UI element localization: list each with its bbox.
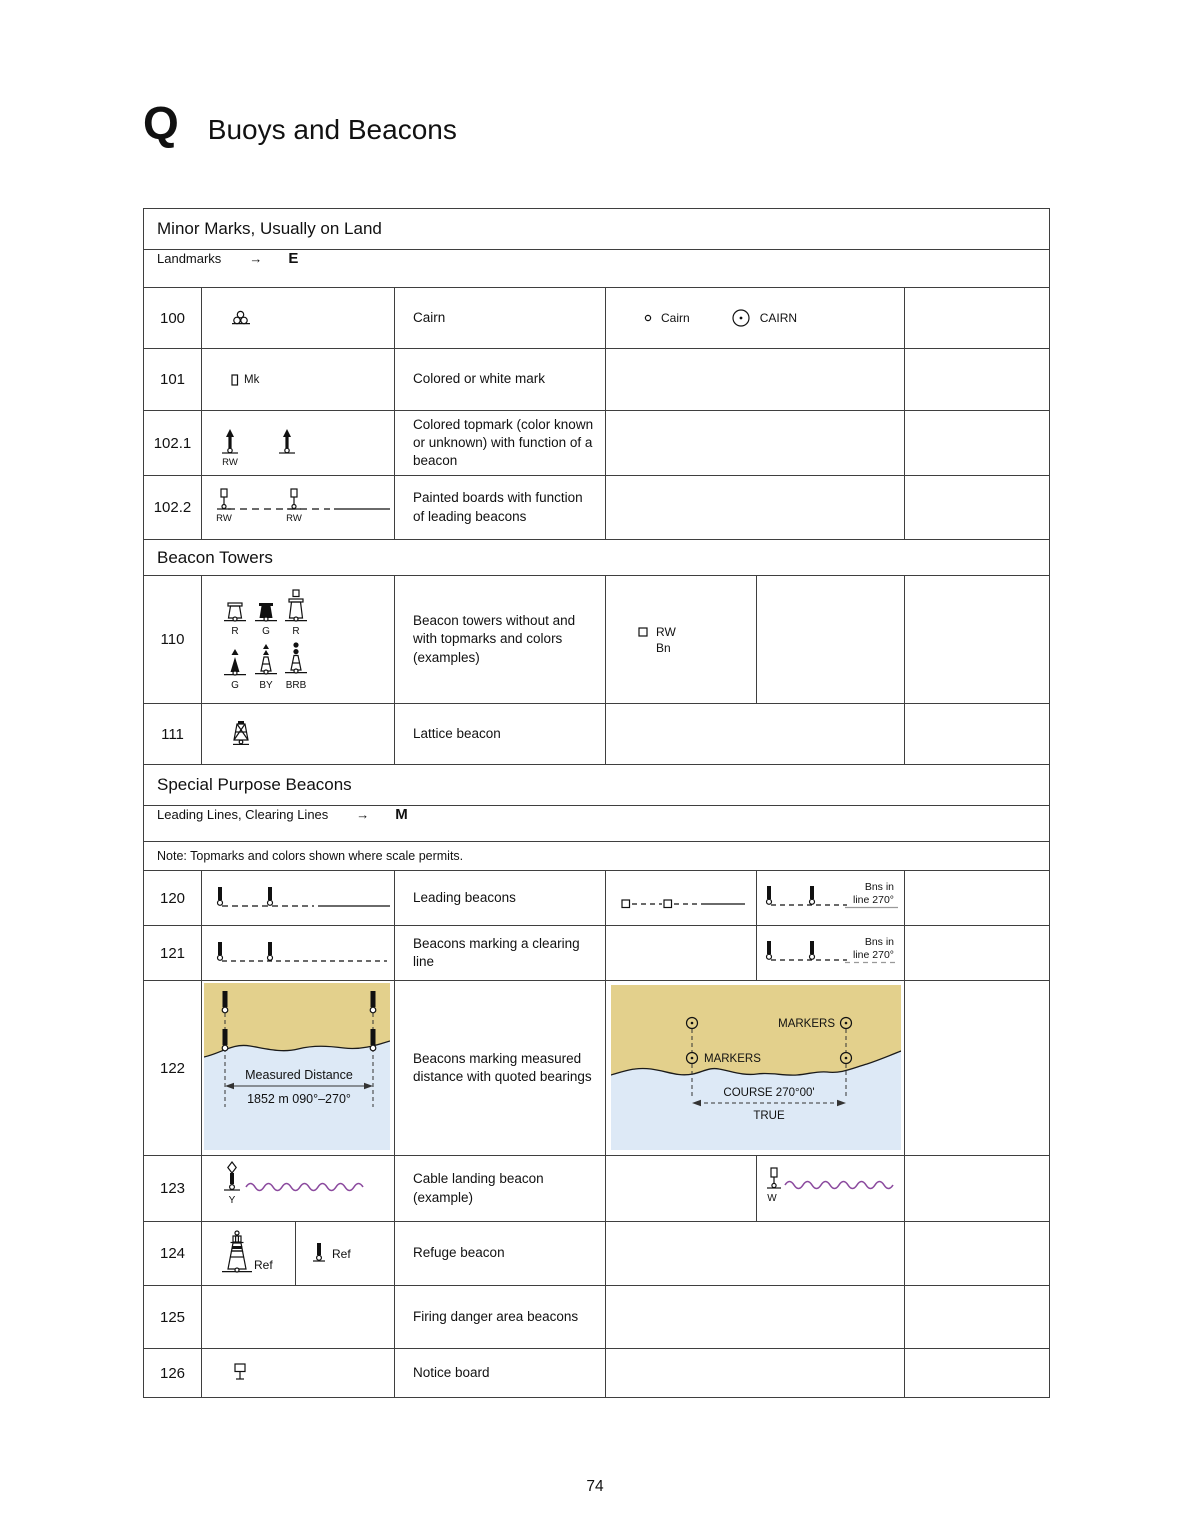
empty-cell [904, 288, 1049, 348]
empty-cell [605, 1286, 904, 1348]
cone-triangle-topmark [218, 648, 252, 691]
notice-board-cell [201, 1349, 394, 1397]
row-123 [144, 1155, 1049, 1221]
cone-two-balls [279, 642, 313, 691]
leading-beacons-icon [202, 871, 394, 925]
chart-label-cairn-caps: CAIRN [759, 311, 798, 325]
bns-label-2: line 270° [853, 949, 894, 961]
empty-cell [605, 1349, 904, 1397]
row-110 [144, 575, 1049, 703]
row-125 [144, 1285, 1049, 1348]
section-title: Special Purpose Beacons [157, 775, 352, 794]
empty-cell [605, 926, 756, 980]
tower-color-label: BY [259, 680, 273, 691]
empty-cell [904, 476, 1049, 539]
arrow-icon: → [356, 807, 370, 822]
cable-landing-beacon-icon [202, 1156, 394, 1221]
clearing-line-beacons-cell [201, 926, 394, 980]
course-markers-diagram-cell [605, 981, 904, 1155]
leading-board-beacons-cell [201, 476, 394, 539]
square-icon [638, 627, 648, 637]
notice-board-icon [230, 1362, 250, 1384]
color-label: RW [222, 457, 238, 468]
empty-cell [904, 1222, 1049, 1285]
bns-in-line-icon [757, 871, 904, 925]
refuge-tower-subcell [202, 1222, 295, 1285]
section-title: Minor Marks, Usually on Land [157, 219, 382, 238]
chart-label-bn: Bn [656, 641, 671, 656]
beacon-tower-icon [283, 589, 309, 624]
tower-square-topmark [279, 589, 313, 637]
empty-cell [904, 1286, 1049, 1348]
crossref-line [144, 250, 1049, 287]
empty-cell [756, 576, 904, 703]
refuge-beacon-subcell [295, 1222, 394, 1285]
arrow-icon: → [249, 251, 263, 266]
row-description: Lattice beacon [394, 704, 605, 764]
row-122 [144, 980, 1049, 1155]
chart-representation-cell [605, 288, 904, 348]
cable-wavy-line [246, 1184, 363, 1191]
crossref-leading-lines [144, 805, 1049, 841]
ref-label: Ref [254, 1258, 273, 1272]
empty-symbol-cell [201, 1286, 394, 1348]
row-102-2 [144, 475, 1049, 539]
page-number: 74 [586, 1478, 604, 1495]
cone-two-triangles [249, 644, 283, 691]
section-special-purpose [144, 764, 1049, 805]
tower-open [218, 598, 252, 637]
symbol-table [143, 208, 1050, 1398]
color-label-y: Y [228, 1195, 236, 1206]
tower-color-label: R [292, 626, 300, 637]
bns-label-1: Bns in [864, 936, 894, 948]
lattice-beacon-icon [230, 721, 252, 748]
crossref-label: Leading Lines, Clearing Lines [157, 807, 329, 822]
beacon-topmark-icons [202, 411, 394, 475]
tower-color-label: R [231, 626, 239, 637]
color-label: RW [216, 513, 232, 524]
leading-beacons-cell [201, 871, 394, 925]
empty-cell [904, 349, 1049, 410]
markers-label-top: MARKERS [778, 1018, 835, 1030]
row-number: 123 [159, 1180, 186, 1197]
row-description: Colored or white mark [394, 349, 605, 410]
beacon-tower-icon [222, 598, 248, 624]
row-number: 124 [159, 1245, 186, 1262]
row-description: Refuge beacon [394, 1222, 605, 1285]
row-100 [144, 287, 1049, 348]
lattice-beacon-cell [201, 704, 394, 764]
row-number: 102.2 [153, 499, 192, 516]
ref-label: Ref [332, 1246, 351, 1261]
row-description: Cable landing beacon (example) [394, 1156, 605, 1221]
note-row [144, 841, 1049, 870]
row-description: Beacon towers without and with topmarks and colors (examples) [394, 576, 605, 703]
chart-label-cairn: Cairn [661, 311, 690, 325]
row-description: Colored topmark (color known or unknown) with function of a beacon [394, 411, 605, 475]
position-circle-icon [731, 308, 751, 328]
cable-landing-beacon-cell [201, 1156, 394, 1221]
beacon-tower-icon [283, 642, 309, 678]
row-description: Firing danger area beacons [394, 1286, 605, 1348]
row-description: Beacons marking a clearing line [394, 926, 605, 980]
cairn-symbol-cell [201, 288, 394, 348]
crossref-target: M [395, 806, 408, 823]
row-111 [144, 703, 1049, 764]
tower-solid [249, 598, 283, 637]
row-number: 125 [159, 1308, 186, 1326]
refuge-beacon-icon [312, 1243, 326, 1265]
measured-distance-label: Measured Distance [245, 1068, 353, 1082]
empty-cell [605, 349, 904, 410]
empty-cell [605, 1156, 756, 1221]
chart-label-rw: RW [656, 625, 676, 639]
course-markers-diagram [611, 985, 901, 1150]
mark-symbol-cell [201, 349, 394, 410]
color-label-w: W [767, 1193, 777, 1204]
empty-cell [904, 926, 1049, 980]
course-label: COURSE 270°00' [723, 1087, 815, 1099]
refuge-beacon-tower-icon [218, 1229, 256, 1277]
row-number: 122 [159, 1059, 186, 1077]
row-description: Beacons marking measured distance with quoted bearings [394, 981, 605, 1155]
row-101 [144, 348, 1049, 410]
empty-cell [904, 1349, 1049, 1397]
row-number: 110 [160, 631, 185, 648]
markers-label-bottom: MARKERS [704, 1053, 761, 1065]
row-124 [144, 1221, 1049, 1285]
painted-board-beacons-icon [202, 476, 394, 539]
row-description: Cairn [394, 288, 605, 348]
true-label: TRUE [753, 1110, 785, 1122]
row-121 [144, 925, 1049, 980]
chapter-letter: Q [143, 97, 178, 149]
measured-distance-diagram [204, 983, 390, 1150]
bns-in-line-icon [757, 926, 904, 980]
page-header [143, 96, 457, 150]
crossref-label: Landmarks [157, 251, 222, 266]
crossref-line [144, 806, 1049, 841]
refuge-beacon-symbols-cell [201, 1222, 394, 1285]
note-text: Note: Topmarks and colors shown where scale permits. [157, 849, 464, 863]
cable-landing-chart-cell [756, 1156, 904, 1221]
tower-color-label: G [262, 626, 270, 637]
section-title: Beacon Towers [157, 547, 273, 567]
empty-cell [904, 1156, 1049, 1221]
row-description: Notice board [394, 1349, 605, 1397]
bns-in-line-cell [756, 926, 904, 980]
color-label: RW [286, 513, 302, 524]
measured-distance-diagram-cell [201, 981, 394, 1155]
row-number: 121 [159, 944, 186, 962]
empty-cell [904, 411, 1049, 475]
empty-cell [904, 576, 1049, 703]
empty-cell [904, 871, 1049, 925]
bns-label-1: Bns in [864, 881, 894, 893]
row-126 [144, 1348, 1049, 1397]
empty-cell [904, 704, 1049, 764]
row-number: 111 [161, 725, 184, 743]
empty-cell [605, 1222, 904, 1285]
bns-label-2: line 270° [853, 894, 894, 906]
section-beacon-towers [144, 539, 1049, 575]
leading-marks-chart-icon [606, 871, 756, 925]
row-number: 101 [159, 371, 186, 388]
small-circle-icon [644, 314, 652, 322]
row-number: 102.1 [153, 434, 192, 452]
empty-cell [605, 411, 904, 475]
clearing-beacons-icon [202, 926, 394, 980]
row-102-1 [144, 410, 1049, 475]
tower-color-label: BRB [285, 680, 307, 691]
section-minor-marks [144, 209, 1049, 249]
row-120 [144, 870, 1049, 925]
row-number: 100 [159, 309, 186, 327]
row-description: Painted boards with function of leading beacons [394, 476, 605, 539]
empty-cell [605, 704, 904, 764]
beacon-towers-cell [201, 576, 394, 703]
beacon-tower-icon [253, 598, 279, 624]
row-description: Leading beacons [394, 871, 605, 925]
cable-wavy-line [785, 1182, 893, 1189]
cable-landing-chart-icon [757, 1156, 904, 1221]
beacon-tower-icon [253, 644, 279, 678]
empty-cell [605, 476, 904, 539]
crossref-target: E [288, 250, 299, 267]
chart-representation-cell [605, 576, 756, 703]
topmark-beacons-cell [201, 411, 394, 475]
row-number: 126 [159, 1364, 186, 1382]
page-title: Buoys and Beacons [207, 114, 457, 145]
cairn-icon [230, 309, 252, 327]
empty-cell [904, 981, 1049, 1155]
bns-in-line-cell [756, 871, 904, 925]
mark-label: Mk [244, 373, 260, 386]
beacon-tower-icon [222, 648, 248, 678]
row-number: 120 [159, 889, 186, 907]
crossref-landmarks [144, 249, 1049, 287]
tower-color-label: G [231, 680, 239, 691]
chart-representation-cell [605, 871, 756, 925]
distance-value-label: 1852 m 090°–270° [247, 1092, 351, 1106]
mark-rect-icon [230, 373, 240, 387]
